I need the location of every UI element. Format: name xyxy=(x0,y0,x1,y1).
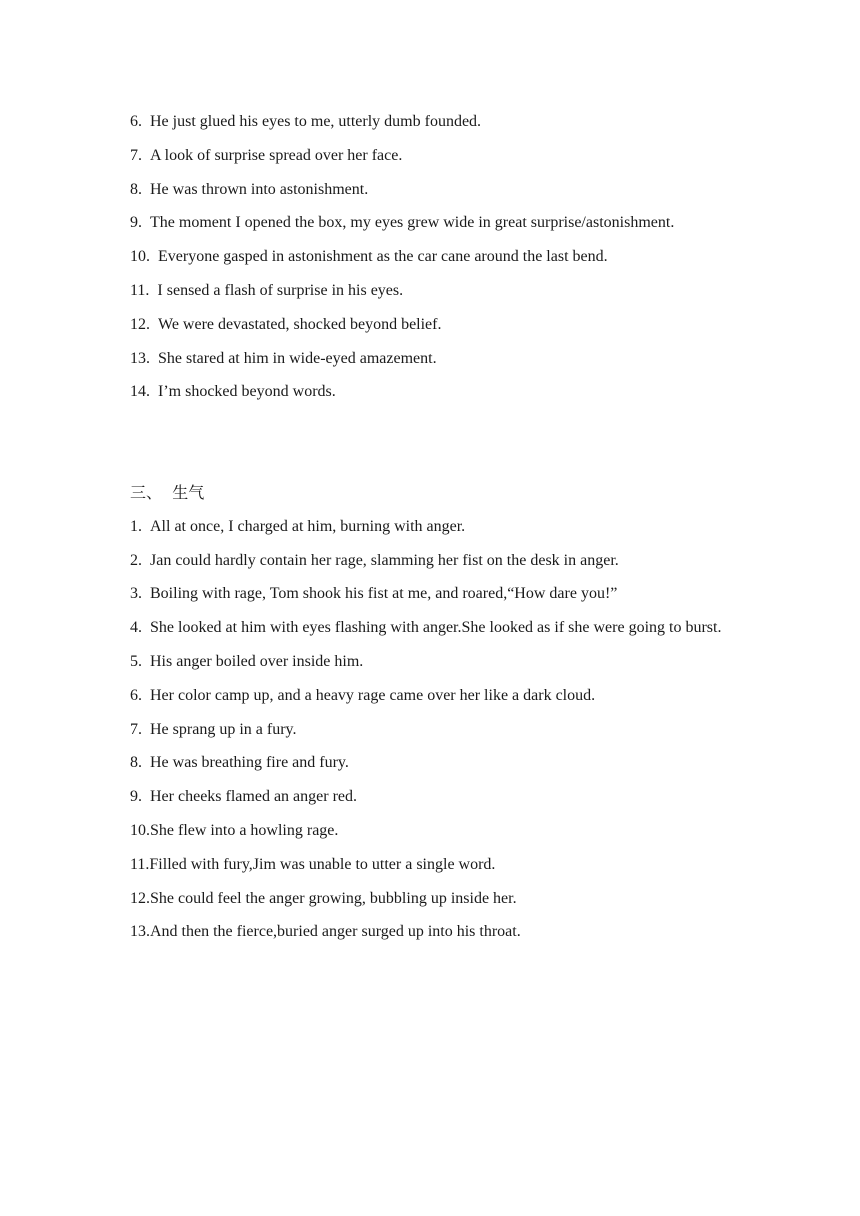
list-item xyxy=(130,139,734,173)
item-text: He was thrown into astonishment. xyxy=(150,180,369,198)
item-number: 10. xyxy=(130,248,158,266)
list-item xyxy=(130,848,734,882)
item-text: And then the fierce,buried anger surged up into his throat. xyxy=(150,923,521,941)
item-text: She could feel the anger growing, bubbling up inside her. xyxy=(150,889,517,907)
list-item xyxy=(130,882,734,916)
item-number: 6. xyxy=(130,686,150,704)
item-number: 7. xyxy=(130,146,150,164)
item-number: 13. xyxy=(130,349,158,367)
list-item xyxy=(130,577,734,611)
item-text: Filled with fury,Jim was unable to utter a single word. xyxy=(149,855,496,873)
item-number: 8. xyxy=(130,180,150,198)
item-text: He sprang up in a fury. xyxy=(150,720,297,738)
item-number: 6. xyxy=(130,113,150,130)
item-text: He was breathing fire and fury. xyxy=(150,754,349,772)
list-item xyxy=(130,611,734,645)
item-number: 13. xyxy=(130,923,150,941)
item-number: 9. xyxy=(130,788,150,806)
item-number: 12. xyxy=(130,315,158,333)
section-heading-number: 三、 xyxy=(130,483,163,502)
item-text: She stared at him in wide-eyed amazement. xyxy=(158,349,437,367)
item-text: Her color camp up, and a heavy rage came over her like a dark cloud. xyxy=(150,686,596,704)
item-text: I’m shocked beyond words. xyxy=(158,383,336,401)
item-number: 10. xyxy=(130,821,150,839)
list-item xyxy=(130,544,734,578)
item-text: He just glued his eyes to me, utterly dumb founded. xyxy=(150,113,482,130)
item-number: 1. xyxy=(130,517,150,535)
list-item xyxy=(130,308,734,342)
item-text: His anger boiled over inside him. xyxy=(150,652,364,670)
item-number: 12. xyxy=(130,889,150,907)
list-item xyxy=(130,240,734,274)
item-text: Her cheeks flamed an anger red. xyxy=(150,788,357,806)
item-text: All at once, I charged at him, burning with anger. xyxy=(150,517,466,535)
item-number: 7. xyxy=(130,720,150,738)
section-heading xyxy=(130,476,734,510)
item-text: Boiling with rage, Tom shook his fist at me, and roared,“How dare you!” xyxy=(150,585,618,603)
list-item xyxy=(130,105,734,139)
list-item xyxy=(130,173,734,207)
item-text: She flew into a howling rage. xyxy=(150,821,339,839)
list-item xyxy=(130,510,734,544)
item-number: 11. xyxy=(130,855,150,873)
item-number: 11. xyxy=(130,281,158,299)
item-number: 9. xyxy=(130,214,150,232)
list-item xyxy=(130,780,734,814)
item-text: I sensed a flash of surprise in his eyes. xyxy=(157,281,404,299)
list-item xyxy=(130,814,734,848)
list-item xyxy=(130,375,734,409)
item-text: She looked at him with eyes flashing with anger.She looked as if she were going to burst. xyxy=(150,619,722,637)
list-item xyxy=(130,645,734,679)
list-item xyxy=(130,713,734,747)
list-item xyxy=(130,274,734,308)
item-number: 3. xyxy=(130,585,150,603)
item-text: We were devastated, shocked beyond belief. xyxy=(158,315,442,333)
item-text: A look of surprise spread over her face. xyxy=(150,146,403,164)
item-number: 8. xyxy=(130,754,150,772)
list-item xyxy=(130,342,734,376)
list-item xyxy=(130,915,734,949)
item-number: 5. xyxy=(130,652,150,670)
anger-section xyxy=(130,476,734,949)
item-number: 2. xyxy=(130,551,150,569)
item-text: Everyone gasped in astonishment as the car cane around the last bend. xyxy=(158,248,608,266)
item-text: Jan could hardly contain her rage, slamming her fist on the desk in anger. xyxy=(150,551,619,569)
list-item xyxy=(130,746,734,780)
item-text: The moment I opened the box, my eyes grew wide in great surprise/astonishment. xyxy=(150,214,675,232)
surprise-sentence-list xyxy=(130,105,734,409)
item-number: 4. xyxy=(130,619,150,637)
section-heading-title: 生气 xyxy=(172,483,205,502)
list-item xyxy=(130,679,734,713)
list-item xyxy=(130,206,734,240)
item-number: 14. xyxy=(130,383,158,401)
